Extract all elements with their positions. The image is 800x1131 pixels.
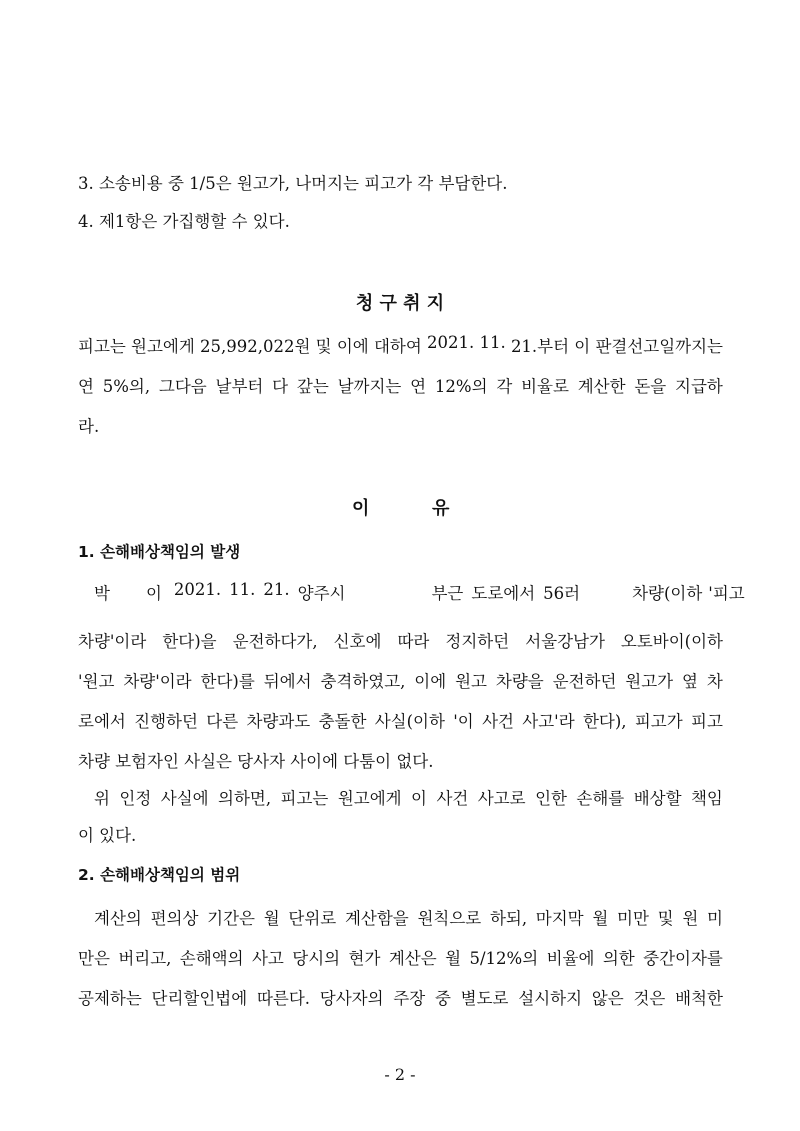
section-2-title: 2. 손해배상책임의 범위	[78, 866, 241, 884]
word: 계산은	[388, 949, 437, 968]
gap-word: 2021.	[173, 580, 222, 599]
section-1-p2-line-1	[94, 785, 723, 809]
word: '이	[453, 712, 474, 731]
section-1-title: 1. 손해배상책임의 발생	[78, 543, 241, 561]
word: 피고는	[280, 789, 329, 808]
word: 사건	[482, 712, 514, 731]
word: 한다)를	[200, 672, 255, 691]
gap-word: 박	[94, 584, 110, 603]
word: 사실에	[160, 789, 209, 808]
order-item-4: 4. 제1항은 가집행할 수 있다.	[78, 212, 290, 231]
word: 월	[445, 949, 462, 968]
word: 만은	[78, 949, 110, 968]
claim-line-2	[78, 373, 723, 397]
word: 차량'이라	[78, 632, 147, 651]
gap-word: 이	[145, 584, 162, 603]
word: 원고에게	[131, 337, 195, 356]
word: 한다)을	[162, 632, 217, 651]
word: 12%의	[434, 377, 488, 396]
word: 및	[315, 337, 332, 356]
word: 연	[78, 377, 94, 396]
word: 날까지는	[337, 377, 402, 396]
word: 계산함을	[344, 909, 409, 928]
section-1-p1-line-2	[78, 628, 723, 652]
word: 것은	[633, 989, 666, 1008]
word: 배상할	[633, 789, 682, 808]
word: 각	[496, 377, 513, 396]
claim-line-3: 라.	[78, 417, 100, 436]
section-2-p1-line-3	[78, 985, 723, 1009]
word: 돈을	[634, 377, 667, 396]
word: 단위로	[288, 909, 337, 928]
word: 미만	[617, 909, 649, 928]
word: 별도로	[460, 989, 509, 1008]
word: 중간이자를	[643, 949, 723, 968]
word: 이에	[414, 672, 447, 691]
word: 2021.	[427, 333, 475, 352]
word: 뒤에서	[263, 672, 312, 691]
word: 손해액의	[179, 949, 244, 968]
word: 다	[272, 377, 289, 396]
word: 피고가	[634, 712, 683, 731]
word: 주장	[393, 989, 426, 1008]
word: 배척한	[675, 989, 723, 1008]
word: 현가	[348, 949, 381, 968]
word: 5%의,	[102, 377, 151, 396]
word: 미	[707, 909, 723, 928]
page-number: - 2 -	[384, 1065, 416, 1084]
word: 비율에	[546, 949, 595, 968]
section-2-p1-line-1	[94, 905, 723, 929]
word: 및	[657, 909, 674, 928]
word: 의하면,	[218, 789, 272, 808]
word: 그다음	[158, 377, 207, 396]
gap-word: 11.	[229, 580, 256, 599]
word: 오토바이(이하	[620, 632, 723, 651]
gap-word: 56러	[543, 584, 581, 603]
gap-word: 차량(이하	[632, 584, 703, 603]
word: 차량과도	[246, 712, 311, 731]
gap-word: 21.	[263, 580, 290, 599]
word: 버리고,	[118, 949, 172, 968]
word: 대하여	[373, 337, 422, 356]
word: 인정	[119, 789, 152, 808]
word: 지급하	[675, 377, 723, 396]
gap-word: 도로에서	[471, 584, 536, 603]
word: 신호에	[333, 632, 382, 651]
word: 충격하였고,	[320, 672, 406, 691]
word: 사실(이하	[374, 712, 445, 731]
section-1-p2-line-2: 이 있다.	[78, 826, 137, 845]
word: 계산의	[94, 909, 142, 928]
word: 월	[263, 909, 280, 928]
word: 로에서	[78, 712, 126, 731]
word: 따라	[397, 632, 430, 651]
word: 사고로	[477, 789, 526, 808]
word: 날부터	[215, 377, 264, 396]
word: 이	[411, 789, 427, 808]
reason-heading-right: 유	[432, 498, 450, 519]
section-1-p1-line-1	[94, 580, 745, 604]
word: 월	[592, 909, 609, 928]
gap-word: 부근	[431, 584, 464, 603]
word: 계산한	[577, 377, 626, 396]
word: 인한	[535, 789, 567, 808]
word: 비율로	[521, 377, 569, 396]
word: 단리할인법에	[151, 989, 248, 1008]
section-1-p1-line-5: 차량 보험자인 사실은 당사자 사이에 다툼이 없다.	[78, 752, 434, 771]
word: 갚는	[296, 377, 329, 396]
word: 손해를	[576, 789, 625, 808]
word: 차량'이라	[123, 672, 192, 691]
word: 중	[434, 989, 451, 1008]
word: 의한	[602, 949, 635, 968]
claim-heading: 청 구 취 지	[355, 293, 445, 314]
word: 위	[94, 789, 110, 808]
word: 당사자의	[319, 989, 384, 1008]
word: 사건	[436, 789, 469, 808]
word: '원고	[78, 672, 115, 691]
word: 진행하던	[134, 712, 198, 731]
word: 원칙으로	[417, 909, 482, 928]
word: 이에	[336, 337, 369, 356]
word: 원고에게	[337, 789, 402, 808]
word: 판결선고일까지는	[595, 337, 723, 356]
word: 21.부터	[510, 337, 570, 356]
word: 차량을	[495, 672, 544, 691]
word: 따른다.	[256, 989, 310, 1008]
word: 원	[682, 909, 699, 928]
word: 않은	[591, 989, 624, 1008]
word: 옆	[682, 672, 698, 691]
word: 당시의	[292, 949, 341, 968]
word: 연	[410, 377, 427, 396]
section-1-p1-line-4	[78, 708, 723, 732]
order-item-3: 3. 소송비용 중 1/5은 원고가, 나머지는 피고가 각 부담한다.	[78, 174, 508, 193]
word: 차	[706, 672, 723, 691]
word: 정지하던	[445, 632, 510, 651]
section-1-p1-line-3	[78, 668, 723, 692]
word: 책임	[690, 789, 723, 808]
word: 공제하는	[78, 989, 142, 1008]
word: 11.	[479, 333, 506, 352]
word: 설시하지	[518, 989, 583, 1008]
word: 피고는	[78, 337, 126, 356]
word: 원고가	[625, 672, 674, 691]
word: 기간은	[207, 909, 255, 928]
section-2-p1-line-2	[78, 945, 723, 969]
word: 운전하다가,	[232, 632, 318, 651]
word: 25,992,022원	[200, 337, 311, 356]
word: 마지막	[535, 909, 584, 928]
word: 하되,	[489, 909, 528, 928]
word: 한다),	[582, 712, 627, 731]
gap-word: 양주시	[297, 584, 346, 603]
claim-line-1	[78, 333, 723, 357]
word: 충돌한	[318, 712, 367, 731]
word: 서울강남가	[525, 632, 605, 651]
reason-heading-left: 이	[352, 498, 370, 519]
word: 사고'라	[522, 712, 575, 731]
word: 사고	[251, 949, 284, 968]
word: 편의상	[150, 909, 199, 928]
word: 다른	[206, 712, 239, 731]
gap-word: '피고	[708, 584, 745, 603]
word: 이	[574, 337, 591, 356]
word: 원고	[455, 672, 487, 691]
word: 5/12%의	[469, 949, 539, 968]
word: 피고	[691, 712, 723, 731]
word: 운전하던	[552, 672, 617, 691]
